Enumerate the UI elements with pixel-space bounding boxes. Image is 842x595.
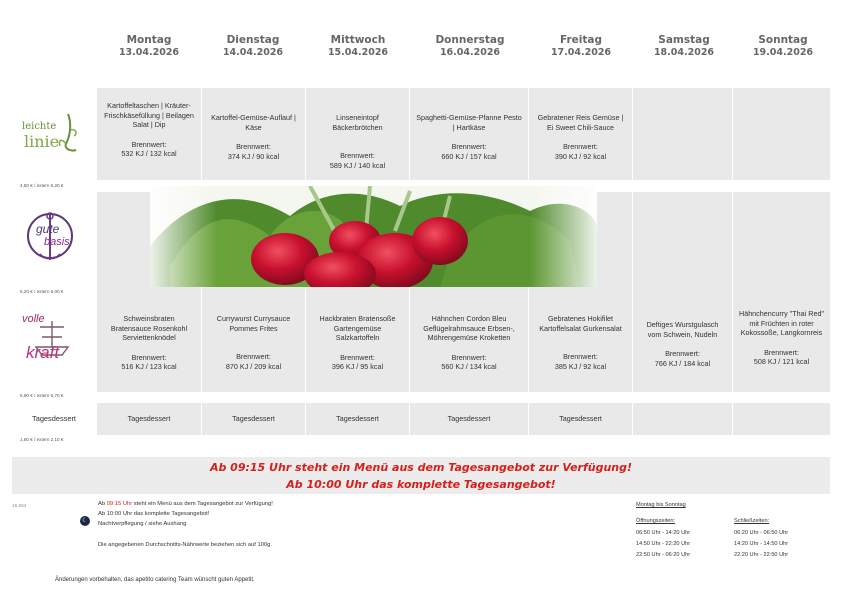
footer-note: Änderungen vorbehalten, das apetito catering Team wünscht guten Appetit. bbox=[55, 577, 255, 583]
menu-cell bbox=[202, 88, 305, 180]
energy-value: 396 KJ / 95 kcal bbox=[331, 362, 384, 372]
energy-value: 516 KJ / 123 kcal bbox=[121, 362, 177, 372]
day-header-friday bbox=[529, 34, 633, 58]
menu-cell bbox=[529, 88, 632, 180]
menu-cell-empty bbox=[733, 192, 830, 296]
open-time: 22:50 Uhr - 06:20 Uhr bbox=[636, 552, 691, 558]
day-header-thursday bbox=[418, 34, 522, 58]
dessert-cell: Tagesdessert bbox=[410, 403, 528, 435]
dessert-cell: Tagesdessert bbox=[306, 403, 409, 435]
energy-value: 766 KJ / 184 kcal bbox=[654, 358, 711, 368]
energy-value: 374 KJ / 90 kcal bbox=[227, 151, 280, 161]
day-name: Samstag bbox=[658, 34, 710, 46]
menu-cell-empty bbox=[733, 88, 830, 180]
day-header-monday bbox=[97, 34, 201, 58]
day-name: Freitag bbox=[559, 34, 603, 46]
gute-basis-logo bbox=[22, 208, 78, 264]
open-time: 06:50 Uhr - 14:20 Uhr bbox=[636, 530, 691, 536]
menu-cell bbox=[410, 296, 528, 392]
price-dessert: 1,80 € / extern 2,10 € bbox=[20, 437, 64, 442]
dish-text: Gebratenes Hokifilet Kartoffelsalat Gurkensalat bbox=[539, 314, 622, 333]
energy-value: 560 KJ / 134 kcal bbox=[441, 362, 497, 372]
dish-text: Gebratener Reis Gemüse | Ei Sweet Chili-Sauce bbox=[537, 113, 624, 132]
dish-text: Schweinsbraten Bratensauce Rosenkohl Serviettenknödel bbox=[110, 314, 188, 343]
note-line-3: Nachtverpflegung / siehe Aushang bbox=[98, 521, 187, 527]
day-name: Donnerstag bbox=[435, 34, 505, 46]
day-header-tuesday bbox=[201, 34, 305, 58]
energy-value: 508 KJ / 121 kcal bbox=[753, 357, 810, 367]
dessert-cell: Tagesdessert bbox=[97, 403, 201, 435]
energy-label: Brennwert: bbox=[340, 151, 375, 161]
day-date: 13.04.2026 bbox=[118, 47, 180, 58]
dish-text: Currywurst Currysauce Pommes Frites bbox=[216, 314, 291, 333]
energy-label: Brennwert: bbox=[236, 352, 271, 362]
dessert-cell-empty bbox=[633, 403, 732, 435]
dessert-cell-empty bbox=[733, 403, 830, 435]
dish-text: Hackbraten Bratensoße Gartengemüse Salzkartoffeln bbox=[319, 314, 396, 343]
energy-value: 589 KJ / 140 kcal bbox=[329, 160, 386, 170]
energy-value: 532 KJ / 132 kcal bbox=[121, 149, 177, 159]
banner-line-2: Ab 10:00 Uhr das komplette Tagesangebot! bbox=[286, 478, 556, 491]
note-prefix: Ab bbox=[98, 501, 107, 507]
note-suffix: steht ein Menü aus dem Tagesangebot zur Verfügung! bbox=[132, 501, 273, 507]
menu-cell bbox=[306, 88, 409, 180]
price-volle-kraft: 5,90 € / extern 6,70 € bbox=[20, 393, 64, 398]
note-line-2: Ab 10:00 Uhr das komplette Tagesangebot! bbox=[98, 511, 210, 517]
menu-cell bbox=[529, 296, 632, 392]
dish-text: Linseneintopf Bäckerbrötchen bbox=[332, 113, 383, 132]
menu-cell bbox=[733, 296, 830, 392]
opening-banner bbox=[12, 457, 830, 494]
energy-label: Brennwert: bbox=[451, 352, 487, 362]
close-time: 14:20 Uhr - 14:50 Uhr bbox=[734, 541, 789, 547]
day-date: 15.04.2026 bbox=[327, 47, 389, 58]
day-date: 16.04.2026 bbox=[439, 47, 501, 58]
close-label: Schließzeiten: bbox=[734, 518, 770, 524]
day-header-saturday bbox=[632, 34, 736, 58]
brand-word: leichte bbox=[22, 121, 57, 132]
energy-value: 660 KJ / 157 kcal bbox=[441, 151, 497, 161]
brand-word: volle bbox=[22, 313, 45, 325]
day-date: 17.04.2026 bbox=[550, 47, 612, 58]
day-header-sunday bbox=[731, 34, 835, 58]
energy-label: Brennwert: bbox=[131, 139, 167, 149]
day-date: 18.04.2026 bbox=[653, 47, 715, 58]
brand-word: basis bbox=[44, 236, 70, 248]
dish-text: Spaghetti-Gemüse-Pfanne Pesto | Hartkäse bbox=[416, 113, 522, 132]
energy-label: Brennwert: bbox=[451, 142, 487, 152]
menu-cell-empty bbox=[633, 192, 732, 296]
day-header-wednesday bbox=[306, 34, 410, 58]
dish-text: Deftiges Wurstgulasch vom Schwein, Nudeln bbox=[646, 320, 719, 339]
menu-cell bbox=[97, 88, 201, 180]
volle-kraft-logo bbox=[22, 313, 82, 371]
dish-text: Kartoffeltaschen | Kräuter-Frischkäsefüllung | Beilagen Salat | Dip bbox=[104, 101, 194, 130]
brand-word: kraft bbox=[26, 343, 60, 362]
dessert-row-label: Tagesdessert bbox=[32, 414, 76, 423]
open-time: 14:50 Uhr - 22:20 Uhr bbox=[636, 541, 691, 547]
hours-title: Montag bis Sonntag bbox=[636, 502, 686, 508]
energy-label: Brennwert: bbox=[563, 142, 598, 152]
leichte-linie-logo bbox=[20, 110, 82, 160]
menu-cell bbox=[410, 88, 528, 180]
dish-text: Kartoffel-Gemüse-Auflauf | Käse bbox=[211, 113, 296, 132]
energy-label: Brennwert: bbox=[340, 352, 375, 362]
note-line-4: Die angegebenen Durchschnitts-Nährwerte beziehen sich auf 100g. bbox=[98, 542, 273, 548]
close-time: 22:20 Uhr - 22:50 Uhr bbox=[734, 552, 789, 558]
menu-cell bbox=[97, 296, 201, 392]
banner-line-1: Ab 09:15 Uhr steht ein Menü aus dem Tagesangebot zur Verfügung! bbox=[209, 461, 633, 474]
energy-label: Brennwert: bbox=[236, 142, 271, 152]
dish-text: Hähnchen Cordon Bleu Geflügelrahmsauce Erbsen-, Möhrengemüse Kroketten bbox=[423, 314, 515, 343]
menu-cell-empty bbox=[633, 88, 732, 180]
note-time: 09:15 Uhr bbox=[106, 501, 133, 507]
energy-value: 390 KJ / 92 kcal bbox=[554, 151, 607, 161]
price-leichte-linie: 4,50 € / extern 5,20 € bbox=[20, 183, 64, 188]
document-code: 16-254 bbox=[12, 503, 27, 508]
moon-icon: ☾ bbox=[80, 516, 90, 526]
day-name: Sonntag bbox=[758, 34, 808, 46]
day-date: 19.04.2026 bbox=[752, 47, 814, 58]
note-line-1 bbox=[98, 499, 273, 509]
energy-label: Brennwert: bbox=[764, 347, 799, 357]
price-gute-basis: 5,20 € / extern 6,00 € bbox=[20, 289, 64, 294]
radish-photo bbox=[150, 186, 597, 287]
dessert-cell: Tagesdessert bbox=[529, 403, 632, 435]
brand-word: gute bbox=[36, 222, 60, 236]
menu-cell bbox=[633, 296, 732, 392]
brand-word: linie bbox=[24, 132, 60, 151]
day-date: 14.04.2026 bbox=[222, 47, 284, 58]
menu-cell bbox=[306, 296, 409, 392]
energy-value: 385 KJ / 92 kcal bbox=[554, 361, 607, 371]
close-time: 06:20 Uhr - 06:50 Uhr bbox=[734, 530, 789, 536]
menu-cell bbox=[202, 296, 305, 392]
day-name: Dienstag bbox=[226, 34, 280, 46]
energy-label: Brennwert: bbox=[563, 352, 598, 362]
day-name: Mittwoch bbox=[330, 34, 386, 46]
dessert-cell: Tagesdessert bbox=[202, 403, 305, 435]
energy-label: Brennwert: bbox=[665, 349, 700, 359]
dish-text: Hähnchencurry "Thai Red" mit Früchten in roter Kokossoße, Langkornreis bbox=[739, 309, 825, 338]
energy-value: 870 KJ / 209 kcal bbox=[225, 361, 282, 371]
day-name: Montag bbox=[126, 34, 172, 46]
energy-label: Brennwert: bbox=[131, 352, 167, 362]
open-label: Öffnungszeiten: bbox=[636, 518, 676, 524]
